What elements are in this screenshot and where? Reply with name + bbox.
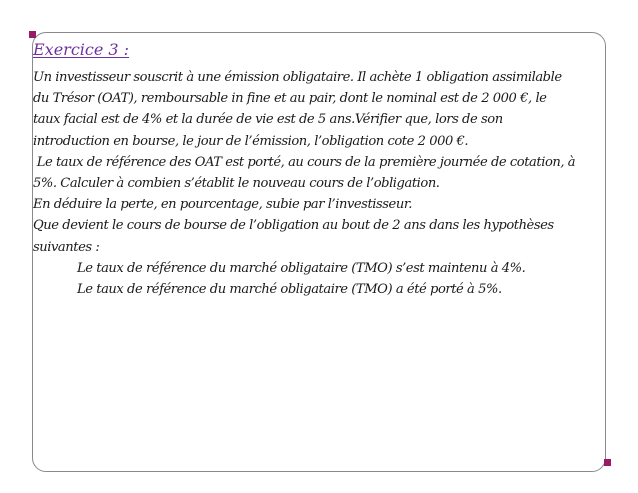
text-line-7: En déduire la perte, en pourcentage, subie par l’investisseur. (33, 197, 412, 213)
corner-marker-bottom-right (604, 459, 611, 466)
corner-marker-top-left (29, 31, 36, 38)
text-line-5: Le taux de référence des OAT est porté, au cours de la première journée de cotation, à (33, 154, 576, 170)
exercise-content (33, 39, 598, 300)
hypothesis-1: Le taux de référence du marché obligataire (TMO) s’est maintenu à 4%. (77, 260, 526, 276)
text-line-3: taux facial est de 4% et la durée de vie est de 5 ans.Vérifier que, lors de son (33, 112, 503, 128)
exercise-title: Exercice 3 : (33, 40, 130, 59)
text-line-1: Un investisseur souscrit à une émission obligataire. Il achète 1 obligation assimilable (33, 70, 562, 85)
hypothesis-2: Le taux de référence du marché obligataire (TMO) a été porté à 5%. (77, 282, 502, 298)
text-line-4: introduction en bourse, le jour de l’émission, l’obligation cote 2 000 €. (33, 133, 469, 149)
text-line-2: du Trésor (OAT), remboursable in fine et au pair, dont le nominal est de 2 000 €, le (33, 91, 547, 107)
text-line-8: Que devient le cours de bourse de l’obligation au bout de 2 ans dans les hypothèses (33, 218, 554, 234)
text-line-9: suivantes : (33, 239, 100, 255)
text-line-6: 5%. Calculer à combien s’établit le nouveau cours de l’obligation. (33, 176, 440, 192)
